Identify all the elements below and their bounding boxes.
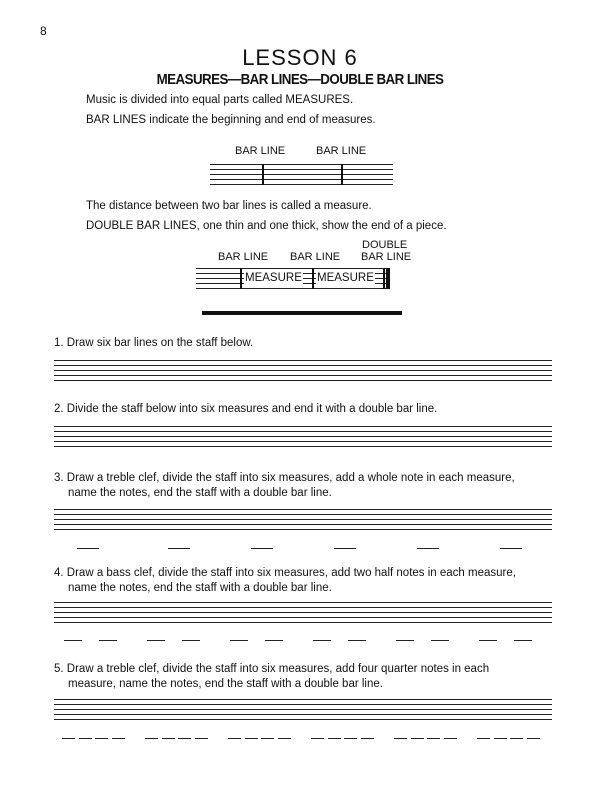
example-staff (196, 268, 390, 289)
bar-line (262, 164, 264, 185)
note-name-blank[interactable] (245, 738, 258, 739)
exercise-instruction: name the notes, end the staff with a double bar line. (68, 582, 332, 594)
body-line: The distance between two bar lines is called a measure. (86, 200, 372, 212)
example-staff (210, 164, 393, 185)
note-name-blank[interactable] (494, 738, 507, 739)
note-name-blank[interactable] (62, 738, 75, 739)
note-name-blank[interactable] (527, 738, 540, 739)
note-name-blank[interactable] (328, 738, 341, 739)
note-name-blank[interactable] (361, 738, 374, 739)
note-name-blank[interactable] (77, 548, 99, 549)
note-name-blank[interactable] (477, 738, 490, 739)
intro-line: Music is divided into equal parts called MEASURES. (86, 94, 354, 106)
note-name-blank[interactable] (396, 640, 414, 641)
exercise-instruction: 4. Draw a bass clef, divide the staff into six measures, add two half notes in each measure, (54, 567, 516, 579)
double-bar-thin (383, 268, 385, 289)
exercise-instruction: name the notes, end the staff with a double bar line. (68, 487, 332, 499)
note-name-blank[interactable] (228, 738, 241, 739)
note-name-blank[interactable] (64, 640, 82, 641)
page-number: 8 (40, 24, 47, 38)
note-name-blank[interactable] (265, 640, 283, 641)
note-name-blank[interactable] (95, 738, 108, 739)
exercise-instruction: 2. Divide the staff below into six measures and end it with a double bar line. (54, 403, 438, 415)
note-name-blank[interactable] (427, 738, 440, 739)
bar-line-label: BAR LINE (235, 145, 286, 157)
note-name-blank[interactable] (444, 738, 457, 739)
note-name-blank[interactable] (145, 738, 158, 739)
measure-label: MEASURE (245, 272, 302, 284)
exercise-instruction: 1. Draw six bar lines on the staff below. (54, 337, 254, 349)
note-name-blank[interactable] (278, 738, 291, 739)
bar-line (341, 164, 343, 185)
blank-staff[interactable] (54, 509, 552, 530)
body-line: DOUBLE BAR LINES, one thin and one thick, show the end of a piece. (86, 220, 447, 232)
note-name-blank[interactable] (162, 738, 175, 739)
note-name-blanks (54, 548, 552, 550)
double-bar-thick (386, 268, 390, 289)
note-name-blank[interactable] (195, 738, 208, 739)
blank-staff[interactable] (54, 426, 552, 447)
note-name-blank[interactable] (348, 640, 366, 641)
note-name-blank[interactable] (334, 548, 356, 549)
note-name-blank[interactable] (230, 640, 248, 641)
note-name-blank[interactable] (500, 548, 522, 549)
note-name-blank[interactable] (344, 738, 357, 739)
section-divider (202, 311, 402, 315)
note-name-blank[interactable] (313, 640, 331, 641)
note-name-blank[interactable] (411, 738, 424, 739)
note-name-blank[interactable] (182, 640, 200, 641)
note-name-blank[interactable] (394, 738, 407, 739)
note-name-blank[interactable] (99, 640, 117, 641)
note-name-blank[interactable] (510, 738, 523, 739)
intro-line: BAR LINES indicate the beginning and end of measures. (86, 114, 376, 126)
exercise-instruction: 5. Draw a treble clef, divide the staff into six measures, add four quarter notes in each (54, 663, 490, 675)
lesson-title: LESSON 6 (242, 45, 358, 70)
blank-staff[interactable] (54, 699, 552, 720)
exercise-instruction: 3. Draw a treble clef, divide the staff into six measures, add a whole note in each measure, (54, 472, 515, 484)
blank-staff[interactable] (54, 360, 552, 381)
double-bar-line-label: DOUBLE (362, 239, 408, 251)
double-bar-line-label: BAR LINE (361, 251, 412, 263)
note-name-blank[interactable] (147, 640, 165, 641)
bar-line-label: BAR LINE (290, 251, 341, 263)
blank-staff[interactable] (54, 602, 552, 623)
note-name-blank[interactable] (178, 738, 191, 739)
note-name-blank[interactable] (431, 640, 449, 641)
note-name-blank[interactable] (251, 548, 273, 549)
note-name-blank[interactable] (514, 640, 532, 641)
note-name-blank[interactable] (261, 738, 274, 739)
note-name-blank[interactable] (112, 738, 125, 739)
exercise-instruction: measure, name the notes, end the staff with a double bar line. (68, 678, 383, 690)
note-name-blank[interactable] (479, 640, 497, 641)
bar-line-label: BAR LINE (218, 251, 269, 263)
lesson-subtitle: MEASURES—BAR LINES—DOUBLE BAR LINES (156, 72, 444, 88)
bar-line (240, 268, 242, 289)
note-name-blanks (54, 738, 552, 740)
note-name-blank[interactable] (417, 548, 439, 549)
note-name-blank[interactable] (168, 548, 190, 549)
note-name-blank[interactable] (311, 738, 324, 739)
measure-label: MEASURE (317, 272, 374, 284)
bar-line (312, 268, 314, 289)
bar-line-label: BAR LINE (316, 145, 367, 157)
note-name-blanks (54, 640, 552, 642)
note-name-blank[interactable] (79, 738, 92, 739)
